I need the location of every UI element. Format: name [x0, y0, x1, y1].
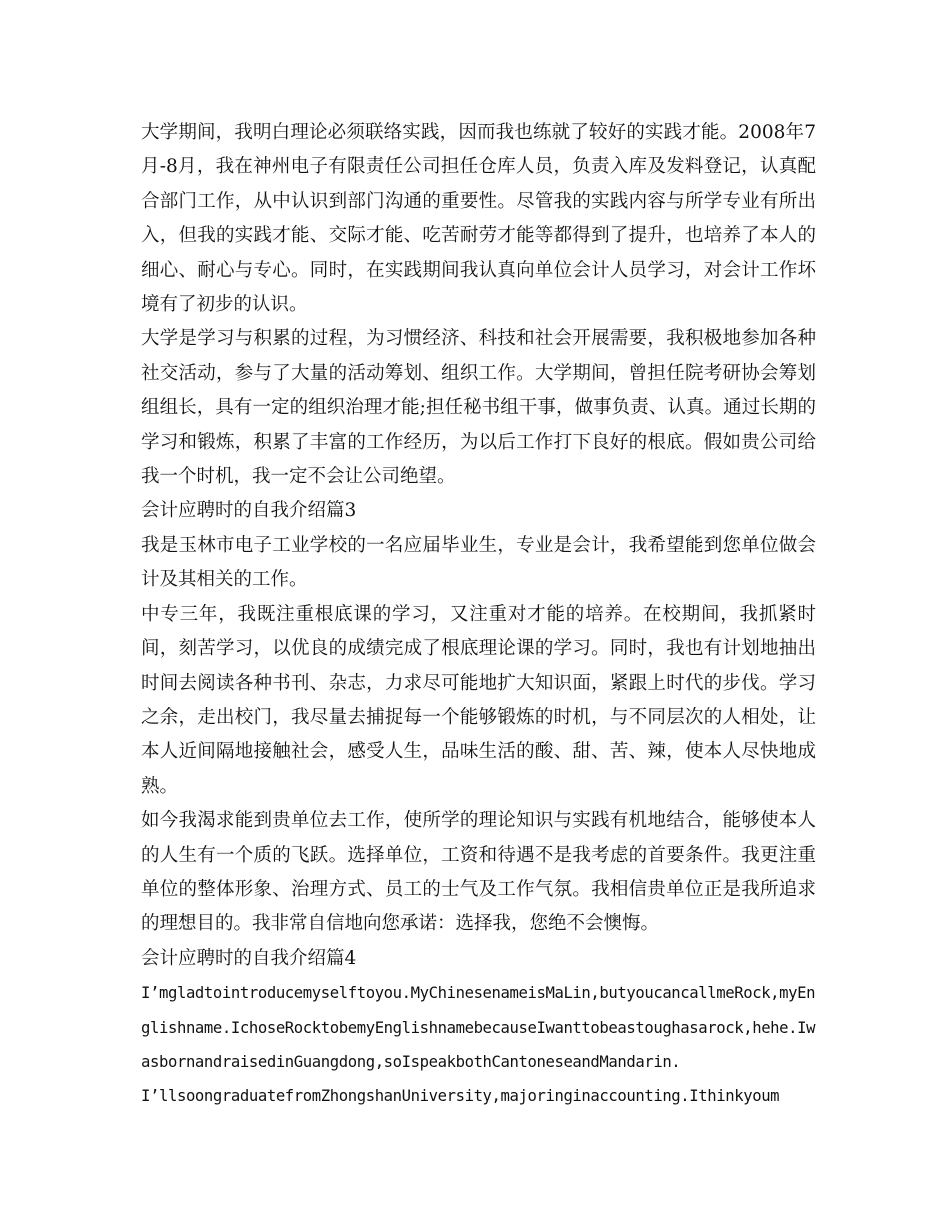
document-body — [141, 116, 816, 1114]
section-heading-4: 会计应聘时的自我介绍篇4 — [141, 947, 357, 969]
paragraph-english-intro: I’mgladtointroducemyselftoyou.MyChinesenameisMaLin,butyoucancallmeRock,myEnglishname.IchoseRocktobemyEnglishnamebecauseIwanttobeastoughasarock,hehe.IwasbornandraisedinGuangdong,soIspeakbothCantoneseandMandarin. — [141, 984, 816, 1071]
paragraph-english-graduation: I’llsoongraduatefromZhongshanUniversity,majoringinaccounting.Ithinkyoum — [141, 1087, 780, 1106]
paragraph-study-years: 中专三年，我既注重根底课的学习，又注重对才能的培养。在校期间，我抓紧时间，刻苦学习，以优良的成绩完成了根底理论课的学习。同时，我也有计划地抽出时间去阅读各种书刊、杂志，力求尽可能地扩大知识面，紧跟上时代的步伐。学习之余，走出校门，我尽量去捕捉每一个能够锻炼的时机，与不同层次的人相处，让本人近间隔地接触社会，感受人生，品味生活的酸、甜、苦、辣，使本人尽快地成熟。 — [141, 603, 816, 797]
paragraph-job-wish: 如今我渴求能到贵单位去工作，使所学的理论知识与实践有机地结合，能够使本人的人生有一个质的飞跃。选择单位，工资和待遇不是我考虑的首要条件。我更注重单位的整体形象、治理方式、员工的士气及工作气氛。我相信贵单位正是我所追求的理想目的。我非常自信地向您承诺：选择我，您绝不会懊悔。 — [141, 810, 816, 935]
section-heading-3: 会计应聘时的自我介绍篇3 — [141, 500, 357, 522]
paragraph-practice-experience: 大学期间，我明白理论必须联络实践，因而我也练就了较好的实践才能。2008年7月-8月，我在神州电子有限责任公司担任仓库人员，负责入库及发料登记，认真配合部门工作，从中认识到部门沟通的重要性。尽管我的实践内容与所学专业有所出入，但我的实践才能、交际才能、吃苦耐劳才能等都得到了提升，也培养了本人的细心、耐心与专心。同时，在实践期间我认真向单位会计人员学习，对会计工作坏境有了初步的认识。 — [141, 122, 816, 316]
paragraph-university-activities: 大学是学习与积累的过程，为习惯经济、科技和社会开展需要，我积极地参加各种社交活动，参与了大量的活动筹划、组织工作。大学期间，曾担任院考研协会筹划组组长，具有一定的组织治理才能;担任秘书组干事，做事负责、认真。通过长期的学习和锻炼，积累了丰富的工作经历，为以后工作打下良好的根底。假如贵公司给我一个时机，我一定不会让公司绝望。 — [141, 328, 816, 488]
paragraph-introduction: 我是玉林市电子工业学校的一名应届毕业生，专业是会计，我希望能到您单位做会计及其相关的工作。 — [141, 534, 816, 591]
